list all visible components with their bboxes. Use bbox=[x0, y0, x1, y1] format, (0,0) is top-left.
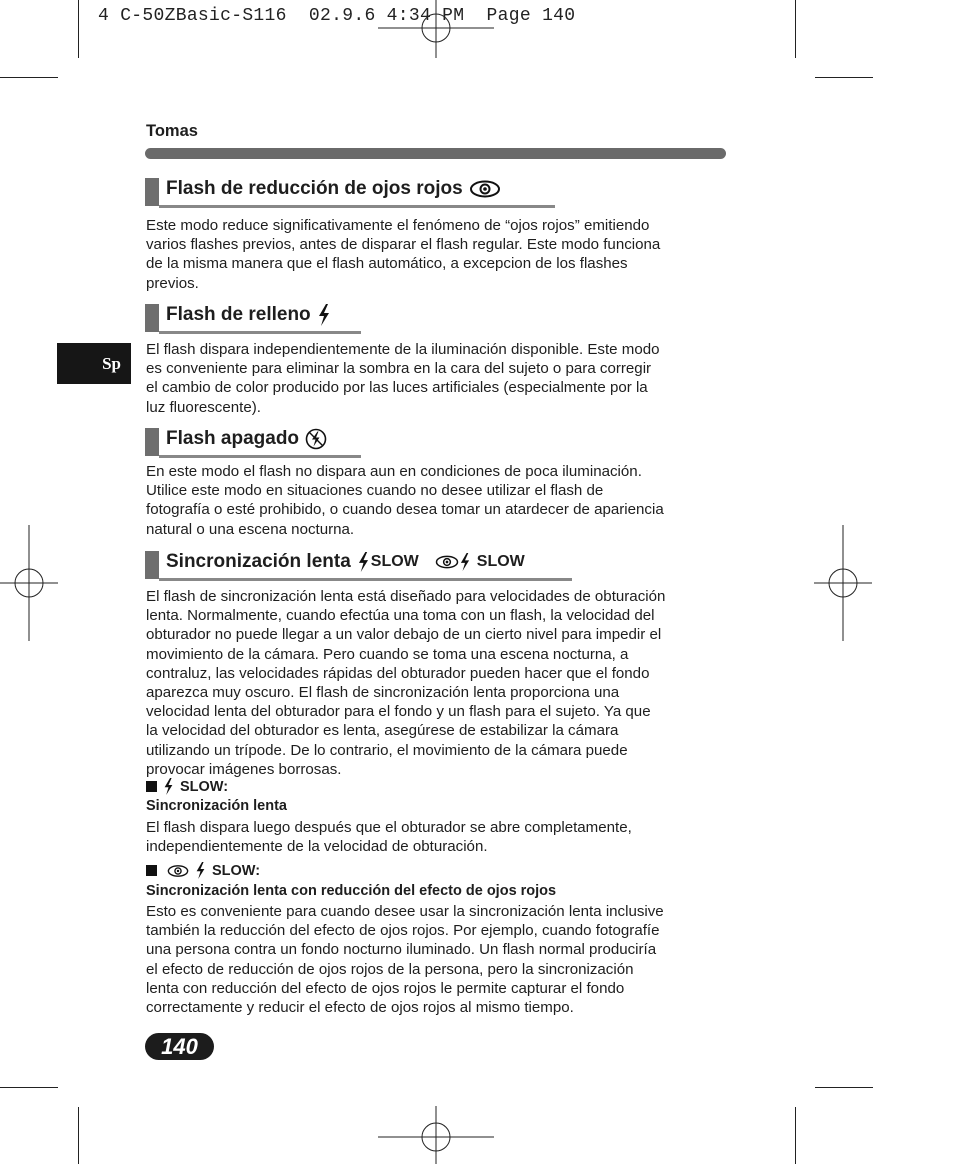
subsection-body: El flash dispara luego después que el obturador se abre completamente, independientemente de la velocidad de obturación. bbox=[146, 819, 632, 856]
chapter-title: Tomas bbox=[146, 122, 198, 140]
language-tab: Sp bbox=[57, 343, 131, 384]
section-title: Sincronización lenta bbox=[166, 551, 351, 572]
crop-mark bbox=[815, 77, 873, 78]
red-eye-icon bbox=[167, 864, 189, 878]
section-title: Flash apagado bbox=[166, 428, 300, 449]
registration-mark-right bbox=[814, 525, 874, 641]
section-flash-off bbox=[145, 428, 365, 458]
bullet-square bbox=[146, 865, 157, 876]
section-body: El flash dispara independientemente de la iluminación disponible. Este modo es conveniente para eliminar la sombra en la cara del sujeto o para corregir el cambio de color producido por las luces artificiales (especialmente por la luz fluorescente). bbox=[146, 341, 660, 416]
section-bar bbox=[145, 428, 159, 456]
section-bar bbox=[145, 178, 159, 206]
print-header: 4 C-50ZBasic-S116 02.9.6 4:34 PM Page 140 bbox=[98, 6, 576, 26]
flash-off-icon bbox=[305, 428, 327, 450]
registration-mark-left bbox=[0, 525, 60, 641]
subsection-heading: Sincronización lenta bbox=[146, 798, 287, 814]
section-title: Flash de relleno bbox=[166, 304, 311, 325]
crop-mark bbox=[795, 0, 796, 58]
section-body: Este modo reduce significativamente el fenómeno de “ojos rojos” emitiendo varios flashes previos, antes de disparar el flash regular. Este modo funciona de la misma manera que el flash automático, a excepcion de los flashes previos. bbox=[146, 217, 661, 292]
red-eye-icon bbox=[435, 554, 459, 570]
page-number: 140 bbox=[145, 1033, 214, 1060]
slow-label: SLOW bbox=[370, 553, 419, 570]
section-slow-sync bbox=[145, 551, 575, 581]
section-fill-flash bbox=[145, 304, 365, 334]
section-bar bbox=[145, 304, 159, 332]
section-body: En este modo el flash no dispara aun en condiciones de poca iluminación. Utilice este modo en situaciones cuando no desee utilizar el flash de fotografía o esté prohibido, o cuando desea tomar un atardecer de apariencia natural o una escena nocturna. bbox=[146, 463, 664, 538]
subsection-label: SLOW: bbox=[146, 862, 260, 879]
flash-icon bbox=[459, 553, 471, 571]
crop-mark bbox=[0, 77, 58, 78]
slow-label: SLOW bbox=[476, 553, 525, 570]
section-bar bbox=[145, 551, 159, 579]
flash-icon bbox=[357, 552, 370, 572]
flash-icon bbox=[163, 778, 174, 795]
registration-mark-bottom bbox=[376, 1106, 496, 1164]
section-body: El flash de sincronización lenta está diseñado para velocidades de obturación lenta. Normalmente, cuando efectúa una toma con un flash, la velocidad del obturador no puede llegar a un valor debajo de un cierto nivel para impedir el movimiento de la cámara. Pero cuando se toma una escena nocturna, a contraluz, las velocidades rápidas del obturador pueden hacer que el fondo aparezca muy oscuro. El flash de sincronización lenta proporciona una velocidad lenta del obturador para el fondo y un flash para el sujeto. Ya que la velocidad del obturador es lenta, asegúrese de estabilizar la cámara utilizando un trípode. De lo contrario, el movimiento de la cámara puede provocar imágenes borrosas. bbox=[146, 588, 666, 778]
crop-mark bbox=[795, 1107, 796, 1164]
crop-mark bbox=[78, 0, 79, 58]
flash-icon bbox=[195, 862, 206, 879]
flash-icon bbox=[317, 304, 331, 326]
section-title: Flash de reducción de ojos rojos bbox=[166, 178, 463, 199]
chapter-rule bbox=[145, 148, 726, 159]
subsection-label: SLOW: bbox=[146, 778, 228, 795]
bullet-square bbox=[146, 781, 157, 792]
red-eye-icon bbox=[469, 179, 501, 199]
subsection-heading: Sincronización lenta con reducción del efecto de ojos rojos bbox=[146, 883, 557, 899]
crop-mark bbox=[815, 1087, 873, 1088]
section-red-eye bbox=[145, 178, 555, 208]
subsection-body: Esto es conveniente para cuando desee usar la sincronización lenta inclusive también la reducción del efecto de ojos rojos. Por ejemplo, cuando fotografíe una persona contra un fondo nocturno iluminado. Un flash normal produciría el efecto de reducción de ojos rojos de la persona, pero la sincronización lenta con reducción del efecto de ojos rojos le permite capturar el fondo correctamente y reducir el efecto de ojos rojos al mismo tiempo. bbox=[146, 903, 664, 1017]
crop-mark bbox=[78, 1107, 79, 1164]
crop-mark bbox=[0, 1087, 58, 1088]
